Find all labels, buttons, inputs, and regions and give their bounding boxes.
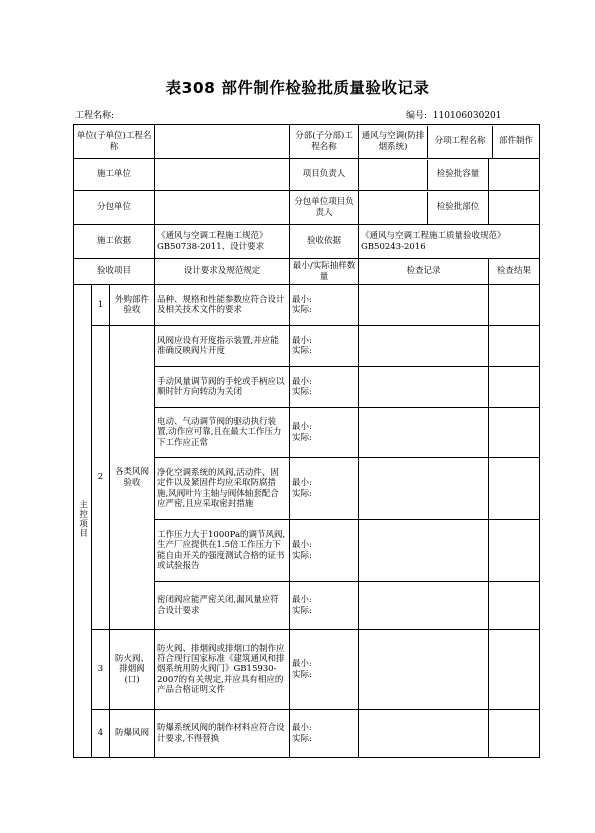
sample-cell — [290, 285, 359, 326]
construction-basis-value: 《通风与空调工程施工规范》GB50738-2011、设计要求 — [155, 225, 290, 259]
subdivision-split-cell — [359, 125, 540, 159]
header-row-unit — [74, 125, 540, 159]
actual-label: 实际: — [292, 550, 312, 561]
constructor-value — [155, 159, 290, 191]
actual-label: 实际: — [292, 346, 312, 356]
actual-label: 实际: — [292, 488, 312, 499]
code-value: 110106030201 — [432, 111, 502, 121]
sample-cell — [290, 326, 359, 367]
acceptance-basis-label: 验收依据 — [290, 225, 359, 259]
item-no: 4 — [92, 710, 110, 758]
record-cell — [359, 367, 489, 408]
sample-cell — [290, 367, 359, 408]
result-cell — [489, 710, 540, 758]
requirement-text: 风阀应设有开度指示装置,并应能准确反映阀片开度 — [155, 326, 290, 367]
requirement-text: 密闭阀应能严密关闭,漏风量应符合设计要求 — [155, 582, 290, 630]
sample-cell — [290, 710, 359, 758]
batch-part-label: 检验批部位 — [436, 202, 480, 213]
requirement-text: 电动、气动调节阀的驱动执行装置,动作应可靠,且在最大工作压力下工作应正常 — [155, 408, 290, 458]
item-no: 2 — [92, 326, 110, 630]
min-label: 最小: — [292, 294, 312, 305]
sample-cell — [290, 520, 359, 582]
batch-part-value — [489, 191, 540, 225]
actual-label: 实际: — [292, 305, 312, 315]
item-no: 3 — [92, 630, 110, 710]
subcontractor-label: 分包单位 — [74, 191, 155, 225]
item-name: 防火阀、排烟阀(口) — [110, 630, 155, 710]
col-requirement: 设计要求及规范规定 — [155, 259, 290, 285]
requirement-text: 防火阀、排烟阀或排烟口的制作应符合现行国家标准《建筑通风和排烟系统用防火阀门》GB15930-2007的有关规定,并应具有相应的产品合格证明文件 — [155, 630, 290, 710]
min-label: 最小: — [292, 335, 312, 346]
record-cell — [359, 710, 489, 758]
construction-basis-label: 施工依据 — [74, 225, 155, 259]
col-result: 检查结果 — [489, 259, 540, 285]
item-name: 外购部件验收 — [110, 285, 155, 326]
result-cell — [489, 582, 540, 630]
result-cell — [489, 285, 540, 326]
result-cell — [489, 520, 540, 582]
project-name-label: 工程名称: — [75, 111, 115, 121]
record-cell — [359, 326, 489, 367]
item-no: 1 — [92, 285, 110, 326]
col-record: 检查记录 — [359, 259, 489, 285]
record-cell — [359, 582, 489, 630]
leader-split-cell — [359, 159, 489, 191]
page-title: 表308 部件制作检验批质量验收记录 — [165, 79, 430, 97]
actual-label: 实际: — [292, 387, 312, 397]
item-project-value: 部件制作 — [499, 136, 534, 147]
col-sample: 最小/实际抽样数量 — [290, 259, 359, 285]
min-label: 最小: — [292, 659, 312, 670]
subdivision-label: 分部(子分部)工程名称 — [290, 125, 359, 159]
code-field — [406, 108, 502, 121]
item-project-label: 分项工程名称 — [428, 126, 493, 158]
result-cell — [489, 458, 540, 520]
subdivision-value: 通风与空调(防排烟系统) — [359, 126, 428, 158]
min-label: 最小: — [292, 422, 312, 433]
group-label-cell — [74, 285, 92, 758]
min-label: 最小: — [292, 595, 312, 606]
sample-cell — [290, 458, 359, 520]
actual-label: 实际: — [292, 669, 312, 680]
sample-cell — [290, 582, 359, 630]
sub-project-leader-label: 分包单位项目负责人 — [290, 191, 359, 225]
table-row — [74, 630, 540, 710]
batch-capacity-value — [489, 159, 540, 191]
group-label: 主控项目 — [77, 500, 88, 539]
project-leader-label: 项目负责人 — [290, 159, 359, 191]
header-row-constructor — [74, 159, 540, 191]
result-cell — [489, 630, 540, 710]
inspection-record-table — [73, 124, 540, 758]
sample-cell — [290, 630, 359, 710]
subcontractor-value — [155, 191, 290, 225]
min-label: 最小: — [292, 540, 312, 551]
record-cell — [359, 408, 489, 458]
requirement-text: 工作压力大于1000Pa的调节风阀,生产厂应提供在1.5倍工作压力下能自由开关的强度测试合格的证书或试验报告 — [155, 520, 290, 582]
min-label: 最小: — [292, 478, 312, 489]
record-cell — [359, 458, 489, 520]
actual-label: 实际: — [292, 605, 312, 616]
requirement-text: 净化空调系统的风阀,活动件、固定件以及紧固件均应采取防腐措施,风阀叶片主轴与阀体轴套配合应严密,且应采取密封措施 — [155, 458, 290, 520]
record-cell — [359, 285, 489, 326]
requirement-text: 手动风量调节阀的手轮或手柄应以顺时针方向转动为关闭 — [155, 367, 290, 408]
constructor-label: 施工单位 — [74, 159, 155, 191]
project-leader-value — [359, 160, 428, 190]
acceptance-basis-value: 《通风与空调工程施工质量验收规范》GB50243-2016 — [359, 225, 540, 259]
sample-cell — [290, 408, 359, 458]
record-cell — [359, 630, 489, 710]
item-name: 各类风阀验收 — [110, 326, 155, 630]
batch-capacity-label: 检验批容量 — [436, 169, 480, 180]
item-name: 防爆风阀 — [110, 710, 155, 758]
sub-leader-split-cell — [359, 191, 489, 225]
result-cell — [489, 326, 540, 367]
header-row-basis — [74, 225, 540, 259]
min-label: 最小: — [292, 376, 312, 387]
unit-label: 单位(子单位)工程名称 — [74, 125, 155, 159]
sub-project-leader-value — [359, 192, 428, 224]
column-header-row — [74, 259, 540, 285]
record-cell — [359, 520, 489, 582]
result-cell — [489, 408, 540, 458]
actual-label: 实际: — [292, 432, 312, 443]
result-cell — [489, 367, 540, 408]
col-item: 验收项目 — [74, 259, 155, 285]
table-row — [74, 285, 540, 326]
header-row-subcontractor — [74, 191, 540, 225]
requirement-text: 品种、规格和性能参数应符合设计及相关技术文件的要求 — [155, 285, 290, 326]
min-label: 最小: — [292, 723, 312, 734]
code-label: 编号: — [406, 111, 428, 121]
requirement-text: 防爆系统风阀的制作材料应符合设计要求,不得替换 — [155, 710, 290, 758]
table-row — [74, 710, 540, 758]
unit-value — [155, 125, 290, 159]
table-row — [74, 326, 540, 367]
actual-label: 实际: — [292, 733, 312, 744]
